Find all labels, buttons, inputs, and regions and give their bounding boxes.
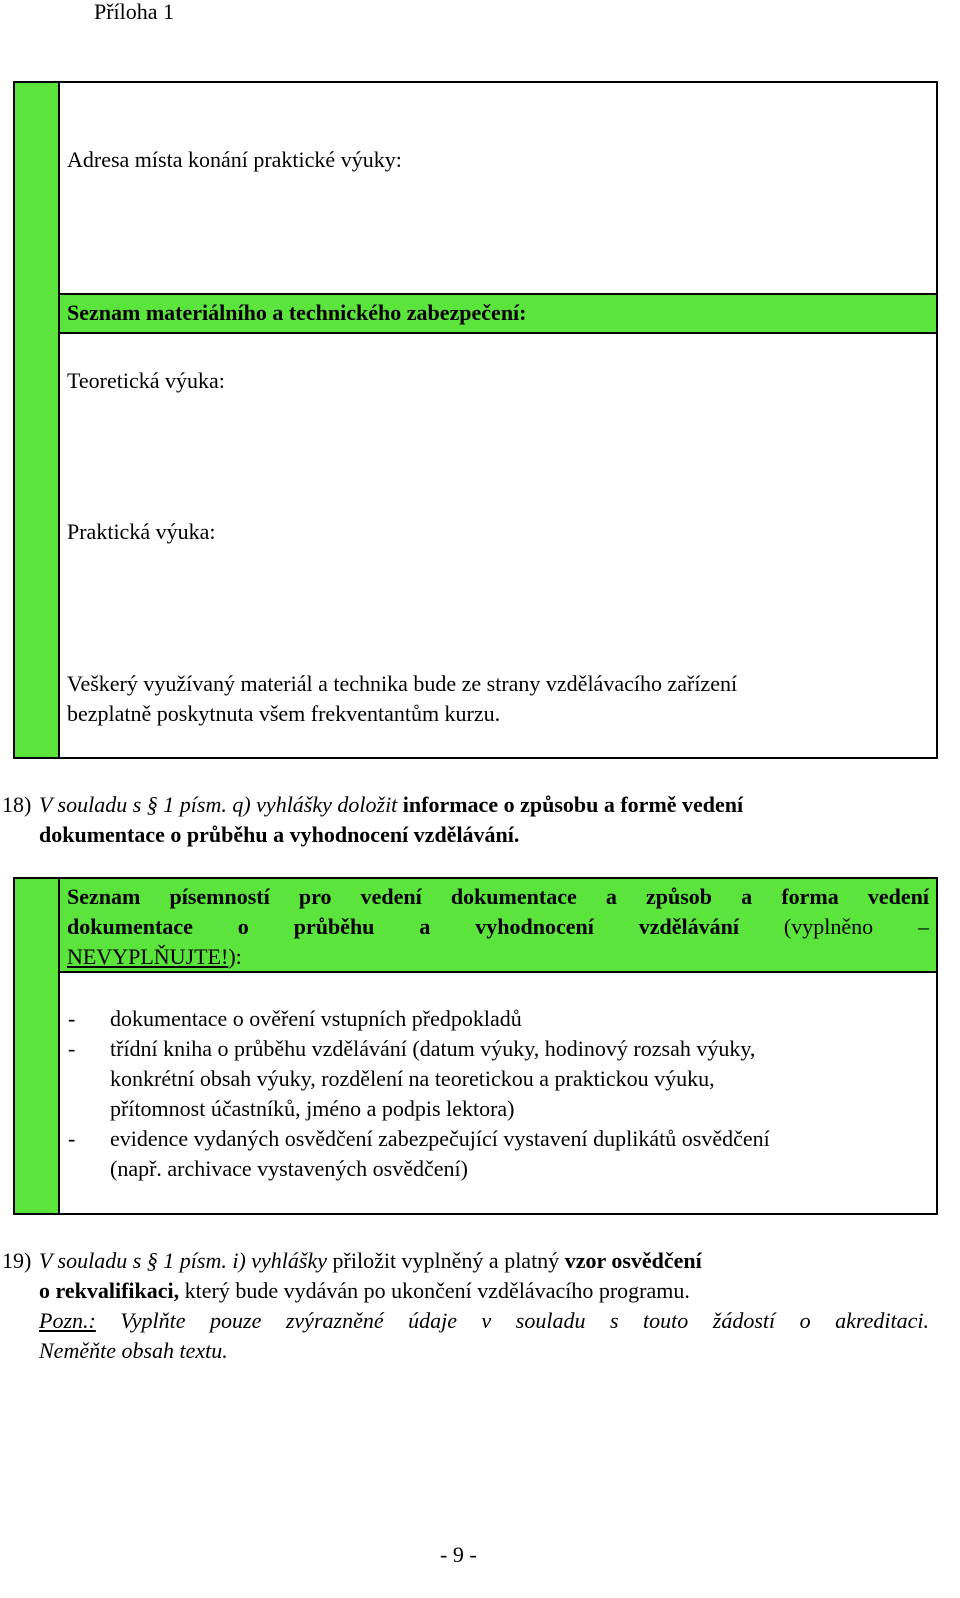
page-number: - 9 - [440,1542,477,1567]
materials-title-top-line [58,293,937,295]
item18-bold1: informace o způsobu a formě vedení [402,792,744,817]
item19-ref: V souladu s § 1 písm. i) vyhlášky [39,1248,328,1273]
materials-note-line1: Veškerý využívaný materiál a technika bude ze strany vzdělávacího zařízení [67,671,738,696]
box2-title-line3: NEVYPLŇUJTE!): [67,944,242,969]
materials-note-line2: bezplatně poskytnuta všem frekventantům kurzu. [67,701,501,726]
item19-text: V souladu s § 1 písm. i) vyhlášky přiložit vyplněný a platný vzor osvědčení o rekvalifikaci, který bude vydáván po ukončení vzdělávacího programu. Pozn.: Vyplňte pouze zvýrazněné údaje v souladu s touto žádostí o akreditaci. Neměňte obsah textu. [39,1248,929,1363]
item18-number: 18) [2,792,32,817]
box1-frame [13,81,938,759]
address-label: Adresa místa konání praktické výuky: [67,147,402,172]
attachment-label: Příloha 1 [94,0,175,24]
item19-number: 19) [2,1248,32,1273]
box1-divider [58,82,60,758]
materials-note [67,669,737,729]
item19-note: Pozn.: Vyplňte pouze zvýrazněné údaje v souladu s touto žádostí o akreditaci. [39,1308,929,1333]
box2-title [67,882,929,972]
theory-label: Teoretická výuka: [67,368,225,393]
list-item: - evidence vydaných osvědčení zabezpečující vystavení duplikátů osvědčení (např. archivace vystavených osvědčení) [68,1126,770,1181]
materials-title-bottom-line [58,332,937,334]
item18-bold2: dokumentace o průběhu a vyhodnocení vzdělávání. [39,822,520,847]
item18-text [39,790,743,850]
box2-title-line2: dokumentace o průběhu a vyhodnocení vzdělávání (vyplněno – [67,914,930,939]
item18-ref: V souladu s § 1 písm. q) vyhlášky doložit [39,792,398,817]
box2-title-line1: Seznam písemností pro vedení dokumentace a způsob a forma vedení [67,884,929,909]
practice-label: Praktická výuka: [67,519,216,544]
documents-list [68,1004,918,1184]
box2-divider [58,878,60,1214]
list-item: - třídní kniha o průběhu vzdělávání (datum výuky, hodinový rozsah výuky, konkrétní obsah výuky, rozdělení na teoretickou a praktickou výuku, přítomnost účastníků, jméno a podpis lektora) [68,1036,756,1121]
list-item: - dokumentace o ověření vstupních předpokladů [68,1006,522,1031]
materials-title: Seznam materiálního a technického zabezpečení: [67,300,527,325]
